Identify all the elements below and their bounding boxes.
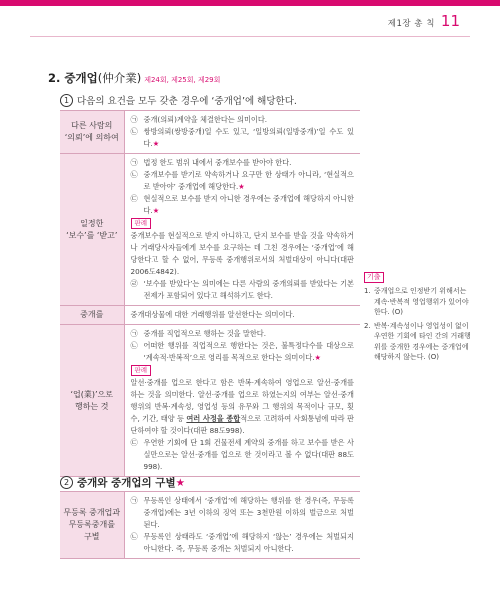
chapter-title: 제1장 총 칙 [387,19,435,29]
list-item [131,437,355,473]
item-text: 현실적으로 보수를 받지 아니한 경우에는 중개업에 해당하지 아니한다.★ [143,194,354,215]
row-content [124,111,360,154]
item-text: 쌍방의뢰(쌍방중개)일 수도 있고, ‘일방의뢰(일방중개)’일 수도 있다.★ [143,127,354,148]
item-text: 무등록인 상태라도 ‘중개업’에 해당하지 ‘않는’ 경우에는 처벌되지 아니한다. 즉, 무등록 중개는 처벌되지 아니한다. [143,532,354,553]
item-marker: ㉡ [130,532,138,541]
subsection-2-heading [60,475,185,490]
table-row [60,306,360,325]
item-text: 중개보수를 받기로 약속하거나 요구만 한 상태가 아니라, ‘현실적으로 받아야’ 중개업에 해당한다.★ [143,170,354,191]
precedent-text: 중개보수를 현실적으로 받지 아니하고, 단지 보수를 받을 것을 약속하거나 거래당사자들에게 보수를 요구하는 데 그친 경우에는 ‘중개업’에 해당한다고 할 수 없어, 무등록 중개행위로서의 처벌대상이 아니다(대판 2006도4842). [130,231,354,276]
row-label: 다른 사람의 ‘의뢰’에 의하여 [60,111,124,154]
item-marker: ㉠ [130,496,138,505]
row-content [124,492,360,559]
past-exam-tag: 기출 [364,272,384,283]
item-marker: ㉢ [130,438,138,447]
emphasis-text: 여러 사정을 종합 [186,414,241,423]
item-text: 어떠한 행위를 직업적으로 행한다는 것은, 불특정다수를 대상으로 ‘계속적·반복적’으로 영리를 목적으로 한다는 의미이다.★ [143,341,354,362]
section-title-text: 2. 중개업 [48,71,98,85]
item-text: 우연한 기회에 단 1회 건물전세 계약의 중개를 하고 보수를 받은 사실만으로는 알선·중개를 업으로 한 것이라고 볼 수 없다(대판 88도998). [143,438,354,471]
important-star: ★ [175,477,186,489]
item-marker: ㉡ [130,341,138,350]
row-label: ‘업(業)’으로 행하는 것 [60,325,124,477]
section-title [48,70,220,86]
row-content [124,306,360,325]
item-marker: ㉡ [130,170,138,179]
subsection-1-heading [60,93,297,107]
row-label: 일정한 ‘보수’를 ‘받고’ [60,154,124,306]
subsection-1-text: 다음의 요건을 모두 갖춘 경우에 ‘중개업’에 해당한다. [77,96,297,107]
list-item [131,193,355,217]
list-item [131,328,355,340]
table-row [60,325,360,477]
list-item [131,495,355,531]
precedent-tag: 판례 [131,365,152,376]
list-item [131,126,355,150]
important-star: ★ [152,139,160,148]
row-label: 중개를 [60,306,124,325]
subsection-1-number: 1 [60,94,73,107]
list-item [131,531,355,555]
item-text: 중개를 직업적으로 행하는 것을 말한다. [143,329,267,338]
row-content [124,154,360,306]
important-star: ★ [314,353,321,362]
subsection-2-number: 2 [60,476,73,489]
past-exam-item [364,286,474,318]
item-marker: ㉣ [130,279,138,288]
item-marker: ㉡ [130,127,138,136]
list-item [131,157,355,169]
list-item [131,114,355,126]
exam-sessions: 제24회, 제25회, 제29회 [144,76,221,84]
past-exam-item-text: 반복·계속성이나 영업성이 없이 우연한 기회에 타인 간의 거래행위를 중개한 경우에는 중개업에 해당하지 않는다. (O) [374,321,471,361]
running-header [388,12,460,30]
past-exam-box [364,272,474,366]
past-exam-item-number: 2. [364,321,371,330]
table-row [60,154,360,306]
item-marker: ㉠ [130,158,138,167]
table-row [60,492,360,559]
list-item [131,278,355,302]
top-accent-bar [0,0,500,6]
row-label: 무등록 중개업과 무등록중개를 구별 [60,492,124,559]
header-rule [30,36,470,37]
distinction-table [60,491,360,559]
requirements-table [60,110,360,477]
page-number: 11 [440,12,460,30]
important-star: ★ [238,182,245,191]
precedent-tag: 판례 [131,218,152,229]
item-text: 법정 한도 범위 내에서 중개보수를 받아야 한다. [143,158,292,167]
past-exam-item [364,321,474,363]
item-text: 중개(의뢰)계약을 체결한다는 의미이다. [143,115,268,124]
item-text: ‘보수를 받았다’는 의미에는 다른 사람의 중개의뢰를 받았다는 기본전제가 포함되어 있다고 해석하기도 한다. [143,279,354,300]
precedent-text: 알선·중개를 업으로 한다고 함은 반복·계속하여 영업으로 알선·중개를 하는 것을 의미한다. 알선·중개를 업으로 하였는지의 여부는 알선·중개행위의 반복·계속성, 영업성 등의 유무와 그 행위의 목적이나 규모, 횟수, 기간, 태양 등 여러 사정을 종합적으로 고려하여 사회통념에 따라 판단하여야 할 것이다(대판 88도998). [130,378,354,435]
section-title-hanja: (仲介業) [97,71,142,85]
row-text: 중개대상물에 대한 거래행위를 알선한다는 의미이다. [130,310,295,319]
item-marker: ㉠ [130,115,138,124]
item-text: 무등록인 상태에서 ‘중개업’에 해당하는 행위를 한 경우(즉, 무등록중개업)에는 3년 이하의 징역 또는 3천만원 이하의 벌금으로 처벌된다. [143,496,354,529]
item-marker: ㉢ [130,194,138,203]
item-marker: ㉠ [130,329,138,338]
important-star: ★ [152,206,160,215]
past-exam-item-number: 1. [364,287,371,295]
list-item [131,169,355,193]
list-item [131,340,355,364]
table-row [60,111,360,154]
subsection-2-text: 중개와 중개업의 구별 [77,477,176,489]
row-content [124,325,360,477]
past-exam-item-text: 중개업으로 인정받기 위해서는 계속·반복적 영업행위가 있어야 한다. (O) [374,287,469,316]
